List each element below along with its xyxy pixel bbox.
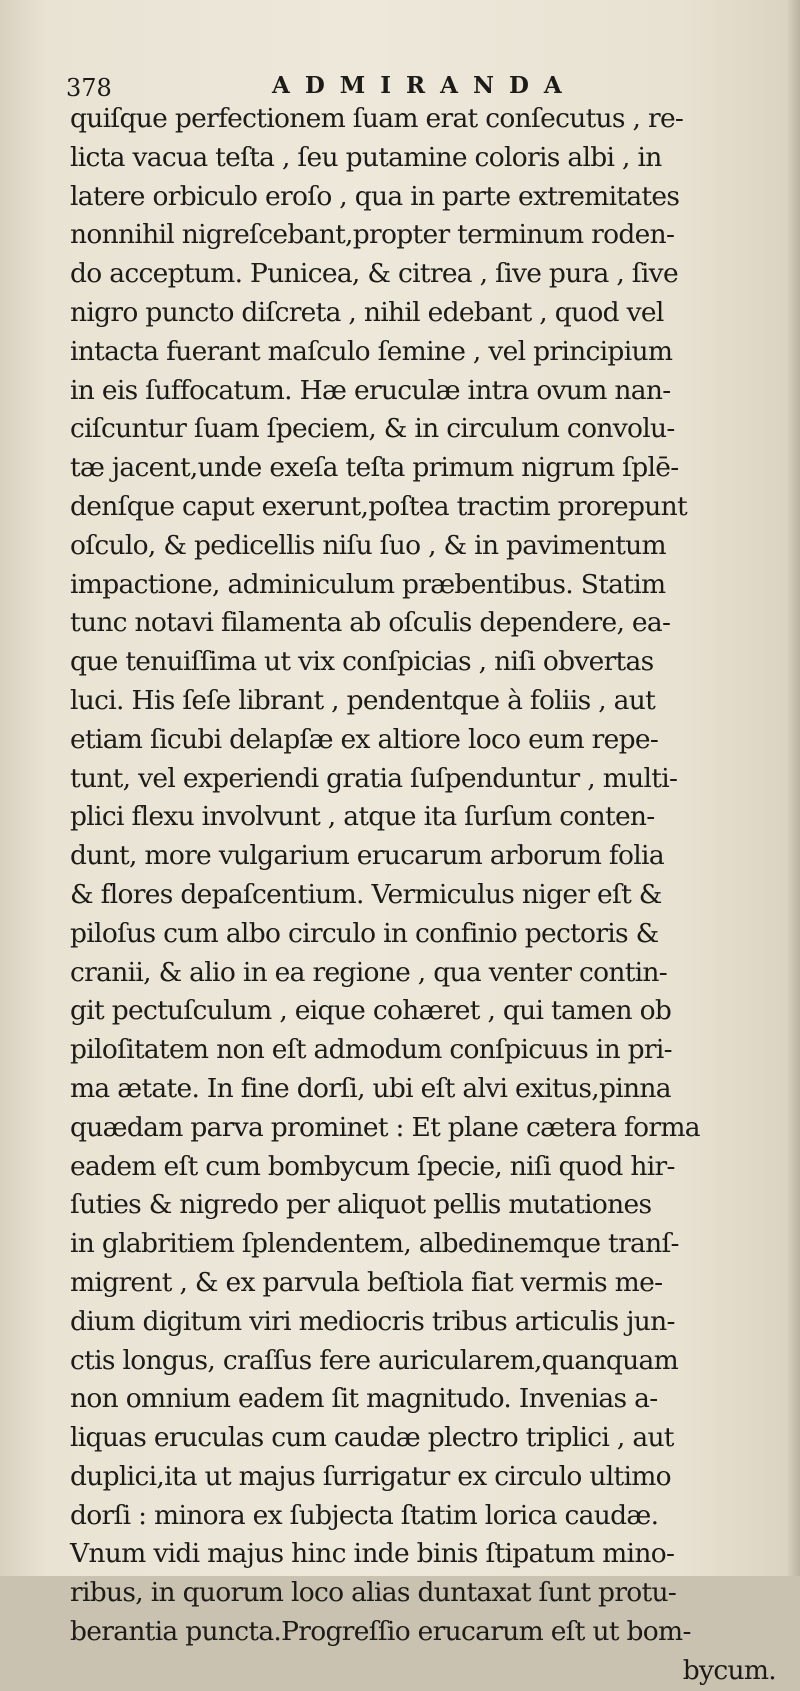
body-text [70, 100, 790, 1691]
text-line: in glabritiem ſplendentem, albedinemque tranſ- [70, 1228, 679, 1260]
text-line: do acceptum. Punicea, & citrea , ſive pura , ſive [70, 258, 678, 290]
text-line: piloſitatem non eſt admodum conſpicuus in pri- [70, 1034, 672, 1066]
text-line: tæ jacent,unde exeſa teſta primum nigrum ſplē- [70, 452, 679, 484]
text-line: nigro puncto diſcreta , nihil edebant , quod vel [70, 296, 664, 328]
text-line: in eis ſuffocatum. Hæ eruculæ intra ovum nan- [70, 374, 671, 406]
text-line: plici flexu involvunt , atque ita ſurſum conten- [70, 801, 655, 833]
text-line: que tenuiſſima ut vix conſpicias , niſi obvertas [70, 646, 654, 678]
text-line: Vnum vidi majus hinc inde binis ſtipatum mino- [70, 1538, 675, 1570]
text-line: ſuties & nigredo per aliquot pellis mutationes [70, 1189, 652, 1221]
text-line: berantia puncta.Progreſſio erucarum eſt ut bom- [70, 1616, 691, 1648]
text-line: ribus, in quorum loco alias duntaxat ſunt protu- [70, 1577, 677, 1609]
text-line: etiam ſicubi delapſæ ex altiore loco eum repe- [70, 723, 659, 755]
text-line: denſque caput exerunt,poſtea tractim prorepunt [70, 490, 687, 522]
text-line: luci. His ſeſe librant , pendentque à foliis , aut [70, 684, 656, 716]
text-line: git pectuſculum , eique cohæret , qui tamen ob [70, 995, 672, 1027]
text-line: licta vacua teſta , ſeu putamine coloris albi , in [70, 141, 662, 173]
text-line: duplici,ita ut majus ſurrigatur ex circulo ultimo [70, 1460, 671, 1492]
text-line: quædam parva prominet : Et plane cætera forma [70, 1111, 700, 1143]
text-line: eadem eſt cum bombycum ſpecie, niſi quod hir- [70, 1150, 675, 1182]
text-line: nonnihil nigreſcebant,propter terminum roden- [70, 219, 675, 251]
text-line: non omnium eadem ſit magnitudo. Invenias a- [70, 1383, 658, 1415]
text-line: dium digitum viri mediocris tribus articulis jun- [70, 1305, 675, 1337]
text-line-last: bycum. [682, 1654, 776, 1686]
text-line: & flores depaſcentium. Vermiculus niger eſt & [70, 878, 662, 910]
text-line: impactione, adminiculum præbentibus. Statim [70, 568, 666, 600]
text-line: ciſcuntur ſuam ſpeciem, & in circulum convolu- [70, 413, 675, 445]
text-line: migrent , & ex parvula beſtiola fiat vermis me- [70, 1266, 663, 1298]
text-line: quiſque perfectionem ſuam erat conſecutus , re- [70, 103, 684, 134]
text-line: tunt, vel experiendi gratia ſuſpenduntur , multi- [70, 762, 678, 794]
text-line: liquas eruculas cum caudæ plectro triplici , aut [70, 1422, 674, 1454]
text-line: cranii, & alio in ea regione , qua venter contin- [70, 956, 668, 988]
page-number: 378 [66, 74, 112, 102]
text-line: tunc notavi filamenta ab oſculis dependere, ea- [70, 607, 671, 639]
text-line: latere orbiculo eroſo , qua in parte extremitates [70, 180, 680, 212]
text-line: dunt, more vulgarium erucarum arborum folia [70, 840, 664, 872]
text-line: dorſi : minora ex ſubjecta ſtatim lorica caudæ. [70, 1499, 659, 1531]
text-line: piloſus cum albo circulo in confinio pectoris & [70, 917, 659, 949]
text-line: ma ætate. In fine dorſi, ubi eſt alvi exitus,pinna [70, 1072, 671, 1104]
text-line: ctis longus, craſſus fere auricularem,quanquam [70, 1344, 678, 1376]
text-line: oſculo, & pedicellis niſu ſuo , & in pavimentum [70, 529, 666, 561]
running-head: ADMIRANDA [272, 72, 577, 99]
text-line: intacta fuerant maſculo ſemine , vel principium [70, 335, 673, 367]
